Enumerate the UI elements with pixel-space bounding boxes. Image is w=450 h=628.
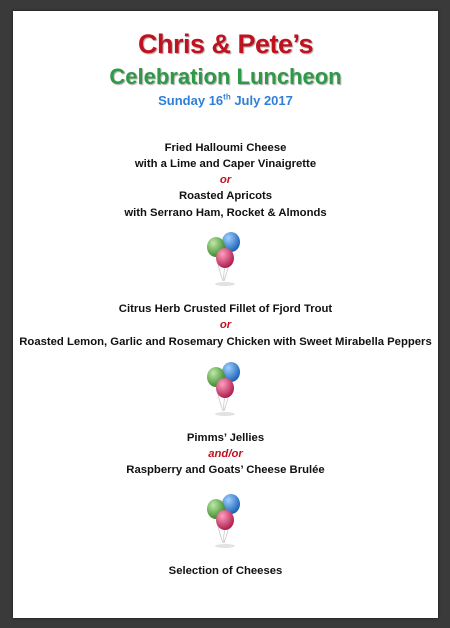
cheese-course: Selection of Cheeses: [168, 565, 283, 577]
dessert-2-name: Raspberry and Goats’ Cheese Brulée: [126, 464, 325, 476]
menu-title: Chris & Pete’s: [137, 29, 314, 59]
date-month-year: July 2017: [230, 93, 293, 108]
date-day: Sunday 16: [158, 93, 224, 108]
balloons-icon: [203, 231, 247, 287]
main-1-name: Citrus Herb Crusted Fillet of Fjord Trout: [118, 303, 333, 315]
starter-1-name: Fried Halloumi Cheese: [164, 142, 287, 154]
main-2-name: Roasted Lemon, Garlic and Rosemary Chicken with Sweet Mirabella Peppers: [19, 336, 432, 348]
main-or: or: [219, 319, 232, 331]
date-ordinal: th: [223, 92, 231, 102]
starter-or: or: [219, 174, 232, 186]
event-date: [13, 93, 438, 108]
dessert-or: and/or: [208, 448, 243, 460]
menu-subtitle: Celebration Luncheon: [109, 64, 342, 89]
balloons-icon: [203, 493, 247, 549]
starter-2-name: Roasted Apricots: [178, 190, 273, 202]
starter-2-description: with Serrano Ham, Rocket & Almonds: [124, 207, 327, 219]
starter-1-description: with a Lime and Caper Vinaigrette: [134, 158, 317, 170]
menu-page: [13, 11, 438, 618]
balloons-icon: [203, 361, 247, 417]
dessert-1-name: Pimms’ Jellies: [186, 432, 265, 444]
